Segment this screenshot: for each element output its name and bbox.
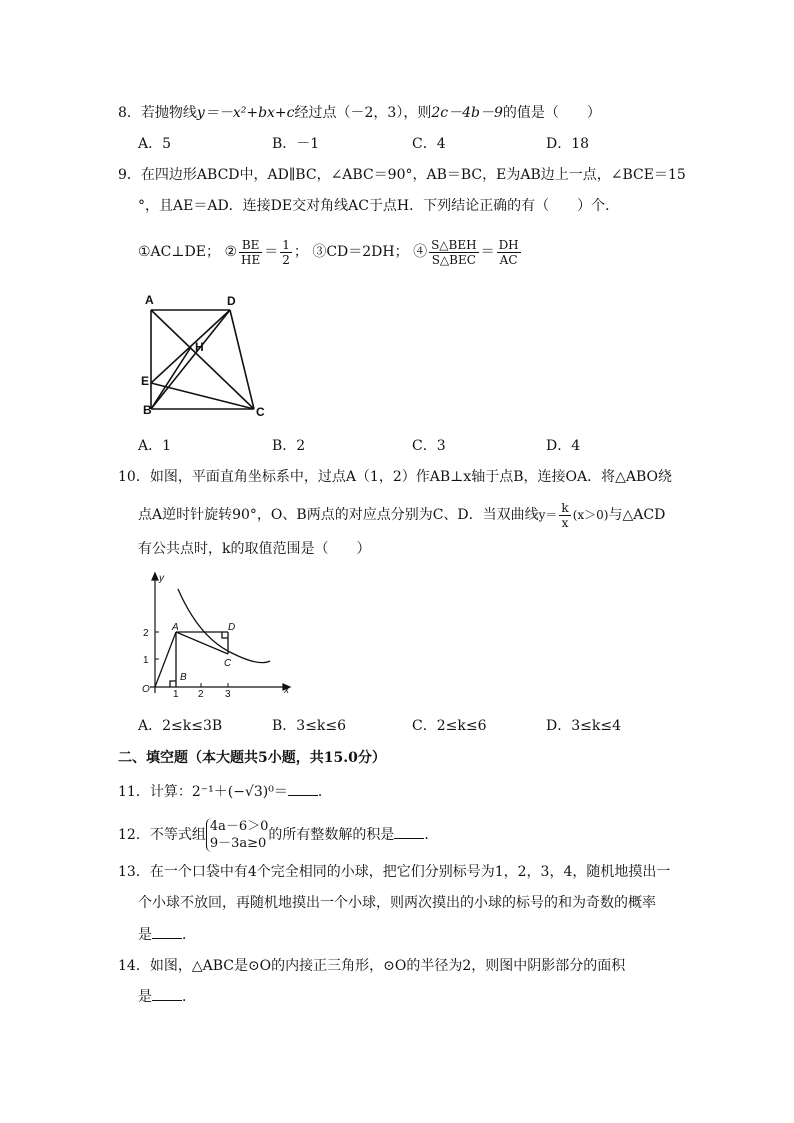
q9-figure [135, 292, 275, 422]
q9-seg-ec [151, 383, 254, 409]
q8-option-c[interactable]: C．4 [412, 136, 446, 152]
q9-c4-rfrac [497, 238, 521, 267]
q9-c2-end: ； [293, 244, 308, 260]
section2-title: 二、填空题（本大题共5小题，共15.0分） [118, 750, 386, 766]
q10-hyperbola [178, 589, 270, 663]
q9-c2-eq: ＝ [264, 244, 279, 260]
q9-conclusions [138, 235, 523, 269]
q10-option-b[interactable]: B．3≤k≤6 [272, 718, 347, 734]
q10-curve-den: x [561, 515, 569, 530]
q13-end: ． [182, 927, 196, 943]
q9-c4-rnum: DH [498, 237, 519, 252]
q9-option-a[interactable]: A．1 [138, 438, 172, 454]
q8-stem-c: 的值是（ ） [502, 105, 601, 121]
q10-curve-cond: (x＞0) [572, 508, 609, 522]
q9-line2: °，且AE＝AD．连接DE交对角线AC于点H．下列结论正确的有（ ）个． [138, 198, 620, 214]
q8-stem-b: 经过点（－2，3），则 [294, 105, 432, 121]
q10-label-c: C [224, 658, 232, 669]
q9-c4-frac [429, 238, 479, 267]
q12-blank[interactable] [394, 826, 424, 839]
q9-seg-dc [230, 310, 254, 409]
q11 [118, 782, 332, 802]
q9-c4-prefix: ④ [413, 244, 428, 260]
q9-c4-num: S△BEH [431, 237, 477, 252]
q9-label-c: C [256, 405, 265, 419]
q14-line1: 14．如图，△ABC是⊙O的内接正三角形，⊙O的半径为2，则图中阴影部分的面积 [118, 958, 626, 974]
q13-blank[interactable] [152, 926, 182, 939]
q10-label-a: A [172, 622, 179, 633]
q14-end: ． [182, 989, 196, 1005]
q9-label-d: D [227, 294, 236, 308]
q10-label-o: O [142, 684, 150, 695]
q12-end: ． [424, 827, 439, 843]
q14-blank[interactable] [152, 988, 182, 1001]
q13-line1: 13．在一个口袋中有4个完全相同的小球，把它们分别标号为1，2，3，4，随机地摸出一 [118, 864, 671, 880]
q14-line2 [138, 987, 196, 1007]
q9-c2-rnum: 1 [282, 237, 290, 252]
q11-expr: 2⁻¹＋(−√3)⁰＝ [191, 784, 288, 800]
q9-c3: ③CD＝2DH； [312, 244, 409, 260]
q10-label-y: y [159, 573, 164, 584]
q9-c4-den: S△BEC [431, 252, 476, 267]
q10-y-arrow [152, 573, 158, 580]
q10-seg-ac [176, 632, 228, 654]
q12-ineq1: 4a－6＞0 [209, 819, 269, 834]
q10-label-x3: 3 [225, 689, 231, 699]
q10-right-angle-b [170, 681, 176, 687]
q9-option-c[interactable]: C．3 [412, 438, 446, 454]
q10-curve-num: k [561, 500, 569, 515]
q9-label-a: A [145, 293, 154, 307]
q13-line2: 个小球不放回，再随机地摸出一个小球，则两次摸出的小球的标号的和为奇数的概率 [138, 895, 656, 911]
q10-label-y2: 2 [143, 628, 149, 639]
q12 [118, 816, 438, 854]
q10-label-d: D [228, 622, 236, 633]
q10-line2-a: 点A逆时针旋转90°，O、B两点的对应点分别为C、D．当双曲线 [138, 507, 539, 523]
q12-system [206, 818, 269, 852]
q9-seg-ac [151, 310, 254, 409]
q10-option-c[interactable]: C．2≤k≤6 [412, 718, 487, 734]
q13-line3 [138, 925, 196, 945]
q11-prefix: 11．计算： [118, 784, 192, 800]
q12-prefix: 12．不等式组 [118, 827, 206, 843]
q10-option-a[interactable]: A．2≤k≤3B [138, 718, 223, 734]
q12-suffix: 的所有整数解的积是 [268, 827, 395, 843]
q14-line2-text: 是 [138, 989, 152, 1005]
q8-stem [118, 103, 601, 123]
q10-figure [138, 569, 298, 699]
q9-line1: 9．在四边形ABCD中，AD∥BC，∠ABC＝90°，AB＝BC，E为AB边上一点，∠BCE＝15 [118, 167, 686, 183]
q8-expr: y＝－x²+bx+c [196, 105, 295, 121]
q9-c2-prefix: ② [224, 244, 237, 260]
q10-label-b: B [180, 672, 187, 683]
q13-line3-text: 是 [138, 927, 152, 943]
q9-label-b: B [143, 403, 152, 417]
q9-c2-den: HE [241, 252, 261, 267]
q8-option-a[interactable]: A．5 [138, 136, 172, 152]
q9-c2-frac [239, 238, 262, 267]
q9-c4-rden: AC [499, 252, 518, 267]
q10-curve-frac [559, 501, 570, 530]
q8-option-b[interactable]: B．－1 [272, 136, 320, 152]
q11-blank[interactable] [288, 783, 318, 796]
q11-suffix: ． [317, 784, 332, 800]
q10-line3: 有公共点时，k的取值范围是（ ） [138, 541, 371, 557]
q10-option-d[interactable]: D．3≤k≤4 [546, 718, 621, 734]
q8-option-d[interactable]: D．18 [546, 136, 590, 152]
q9-c2-num: BE [239, 238, 262, 253]
q9-label-h: H [195, 340, 204, 354]
q8-stem-a: 8．若抛物线 [118, 105, 197, 121]
q9-c2-rfrac [280, 238, 292, 267]
q10-line2-b: 与△ACD [608, 507, 666, 523]
q9-label-e: E [141, 374, 150, 388]
q9-option-b[interactable]: B．2 [272, 438, 306, 454]
q10-label-x1: 1 [173, 689, 179, 699]
q12-ineq2: 9－3a≥0 [209, 836, 267, 851]
q9-c4-eq: ＝ [480, 244, 495, 260]
q10-label-x: x [284, 685, 289, 696]
q10-label-y1: 1 [143, 655, 149, 666]
q9-c1: ①AC⊥DE； [138, 244, 220, 260]
q8-expr2: 2c－4b－9 [431, 105, 503, 121]
q9-c2-rden: 2 [282, 252, 290, 267]
q9-seg-bd [151, 310, 230, 409]
q10-curve-y: y＝ [538, 508, 558, 522]
q10-label-x2: 2 [198, 689, 204, 699]
q10-line1: 10．如图，平面直角坐标系中，过点A（1，2）作AB⊥x轴于点B，连接OA．将△ABO绕 [118, 469, 672, 485]
q10-line2 [138, 500, 665, 530]
q9-option-d[interactable]: D．4 [546, 438, 581, 454]
